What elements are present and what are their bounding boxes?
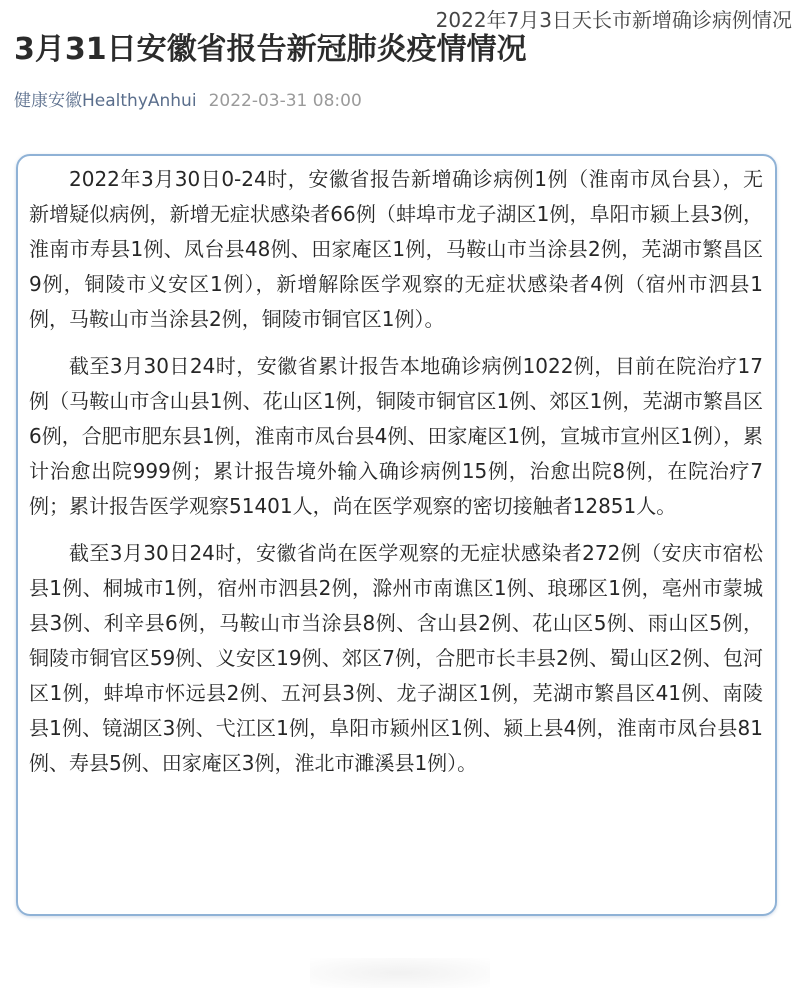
publish-date: 2022-03-31 08:00 bbox=[208, 91, 362, 111]
report-paragraph-asymptomatic: 截至3月30日24时，安徽省尚在医学观察的无症状感染者272例（安庆市宿松县1例、桐城市1例，宿州市泗县2例，滁州市南谯区1例、琅琊区1例，亳州市蒙城县3例、利辛县6例，马鞍山市当涂县8例、含山县2例、花山区5例、雨山区5例，铜陵市铜官区59例、义安区19例、郊区7例，合肥市长丰县2例、蜀山区2例、包河区1例，蚌埠市怀远县2例、五河县3例、龙子湖区1例，芜湖市繁昌区41例、南陵县1例、镜湖区3例、弋江区1例，阜阳市颍州区1例、颍上县4例，淮南市凤台县81例、寿县5例、田家庵区3例，淮北市濉溪县1例）。 bbox=[29, 541, 763, 775]
article-title: 3月31日安徽省报告新冠肺炎疫情情况 bbox=[14, 32, 527, 67]
article-meta bbox=[14, 86, 362, 111]
report-paragraph-new-cases: 2022年3月30日0-24时，安徽省报告新增确诊病例1例（淮南市凤台县），无新增疑似病例，新增无症状感染者66例（蚌埠市龙子湖区1例，阜阳市颍上县3例，淮南市寿县1例、凤台县48例、田家庵区1例，马鞍山市当涂县2例，芜湖市繁昌区9例，铜陵市义安区1例），新增解除医学观察的无症状感染者4例（宿州市泗县1例，马鞍山市当涂县2例，铜陵市铜官区1例）。 bbox=[29, 167, 763, 331]
overlay-caption: 2022年7月3日天长市新增确诊病例情况 bbox=[435, 8, 792, 32]
report-content-box bbox=[16, 154, 777, 916]
report-paragraph-cumulative: 截至3月30日24时，安徽省累计报告本地确诊病例1022例，目前在院治疗17例（马鞍山市含山县1例、花山区1例，铜陵市铜官区1例、郊区1例，芜湖市繁昌区6例，合肥市肥东县1例，淮南市凤台县4例、田家庵区1例，宣城市宣州区1例），累计治愈出院999例；累计报告境外输入确诊病例15例，治愈出院8例，在院治疗7例；累计报告医学观察51401人，尚在医学观察的密切接触者12851人。 bbox=[29, 354, 763, 518]
source-account-link[interactable]: 健康安徽HealthyAnhui bbox=[14, 91, 197, 111]
page-bottom-shadow bbox=[310, 958, 490, 988]
